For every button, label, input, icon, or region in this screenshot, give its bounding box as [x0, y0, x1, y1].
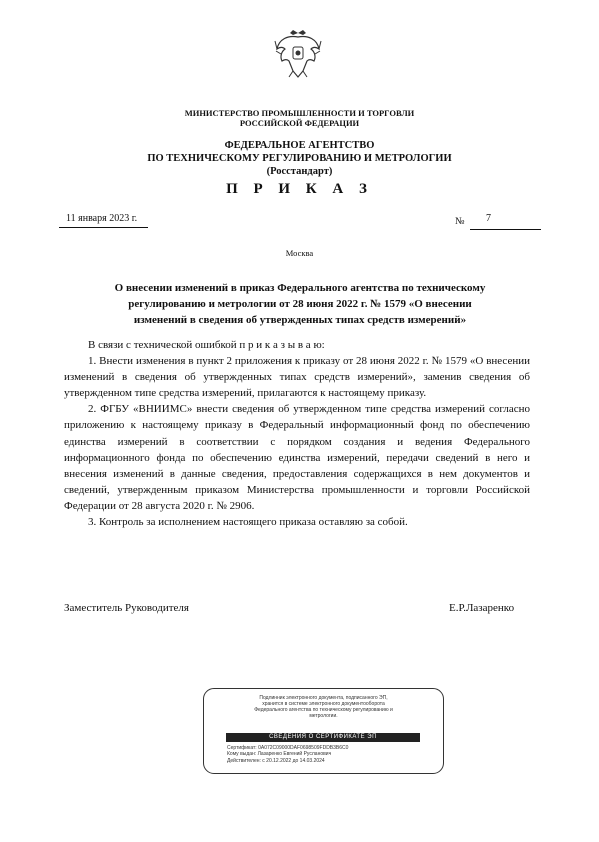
stamp-text-line-2: хранится в системе электронного документооборота	[262, 701, 385, 707]
title-line-2: регулированию и метрологии от 28 июня 2022 г. № 1579 «О внесении	[128, 298, 472, 310]
stamp-certificate-header: СВЕДЕНИЯ О СЕРТИФИКАТЕ ЭП	[226, 733, 420, 742]
agency-line-2: ПО ТЕХНИЧЕСКОМУ РЕГУЛИРОВАНИЮ И МЕТРОЛОГИИ	[147, 153, 452, 164]
stamp-text-line-3: Федерального агентства по техническому регулированию и	[254, 707, 393, 713]
ministry-line-1: МИНИСТЕРСТВО ПРОМЫШЛЕННОСТИ И ТОРГОВЛИ	[184, 108, 415, 118]
document-city: Москва	[285, 248, 314, 258]
number-underline	[470, 229, 541, 230]
title-line-1: О внесении изменений в приказ Федерального агентства по техническому	[114, 282, 486, 294]
body-item-2: 2. ФГБУ «ВНИИМС» внести сведения об утвержденном типе средства измерений согласно приложению к настоящему приказу в Федеральный информационный фонд по обеспечению единства измерений в соответствии с порядком создания и ведения Федерального информационного фонда по обеспечению единства измерений, передачи сведений в него и внесения изменений в данные сведения, предоставления содержащихся в нем документов и сведений, утвержденным приказом Министерства промышленности и торговли Российской Федерации от 28 августа 2020 г. № 2906.	[64, 403, 530, 512]
stamp-certificate-id: Сертификат: 0A072C09000DAF0698509FDDB3B6C0	[227, 745, 349, 751]
stamp-text-line-1: Подлинник электронного документа, подписанного ЭП,	[259, 695, 388, 701]
signatory-position: Заместитель Руководителя	[64, 602, 189, 614]
stamp-certificate-validity: Действителен: с 20.12.2022 до 14.03.2024	[227, 757, 325, 764]
stamp-description	[212, 695, 435, 719]
stamp-certificate-owner: Кому выдан: Лазаренко Евгений Русланович	[227, 751, 332, 758]
document-type: П Р И К А З	[226, 181, 373, 197]
ministry-heading	[0, 108, 599, 128]
document-title	[55, 280, 545, 328]
document-date: 11 января 2023 г.	[66, 213, 138, 224]
signatory-name: Е.Р.Лазаренко	[449, 602, 515, 614]
stamp-certificate-details	[227, 745, 437, 764]
ministry-line-2: РОССИЙСКОЙ ФЕДЕРАЦИИ	[239, 118, 360, 128]
document-body	[64, 337, 530, 530]
number-sign: №	[455, 216, 465, 227]
title-line-3: изменений в сведения об утвержденных типах средств измерений»	[133, 314, 467, 326]
agency-heading	[0, 139, 599, 178]
document-number: 7	[486, 213, 491, 224]
stamp-text-line-4: метрологии.	[309, 713, 338, 719]
date-underline	[59, 227, 148, 228]
agency-line-1: ФЕДЕРАЛЬНОЕ АГЕНТСТВО	[224, 140, 375, 151]
agency-line-3: (Росстандарт)	[266, 166, 333, 177]
body-item-1: 1. Внести изменения в пункт 2 приложения к приказу от 28 июня 2022 г. № 1579 «О внесении изменений в сведения об утвержденных типах средств измерений», заменив сведения об утвержденном типе средства измерений, прилагаются к настоящему приказу.	[64, 355, 530, 400]
body-item-3: 3. Контроль за исполнением настоящего приказа оставляю за собой.	[88, 516, 408, 529]
electronic-signature-stamp	[203, 688, 444, 774]
body-intro: В связи с технической ошибкой п р и к а з ы в а ю:	[88, 339, 325, 351]
coat-of-arms-emblem	[273, 27, 323, 81]
